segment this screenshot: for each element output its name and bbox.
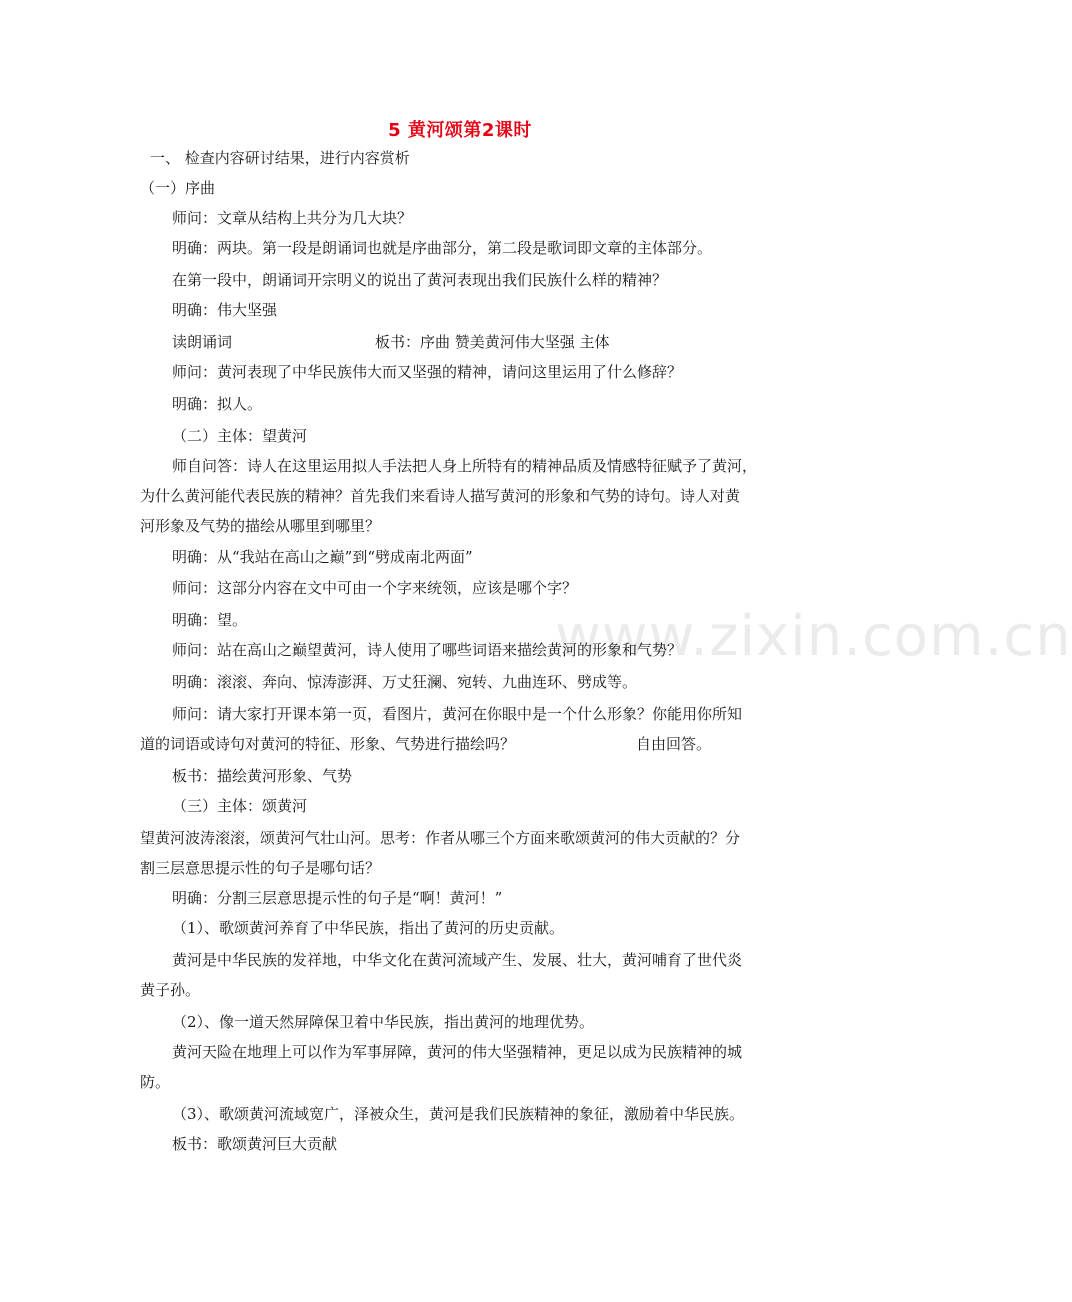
paragraph-line: 明确：两块。第一段是朗诵词也就是序曲部分，第二段是歌词即文章的主体部分。: [172, 239, 713, 257]
paragraph-line: 明确：滚滚、奔向、惊涛澎湃、万丈狂澜、宛转、九曲连环、劈成等。: [172, 673, 638, 691]
list-item: （2）、像一道天然屏障保卫着中华民族，指出黄河的地理优势。: [172, 1013, 595, 1031]
paragraph-line: 师问：请大家打开课本第一页，看图片，黄河在你眼中是一个什么形象？你能用你所知: [172, 705, 743, 723]
paragraph-line: 师自问答：诗人在这里运用拟人手法把人身上所特有的精神品质及情感特征赋予了黄河，: [172, 457, 758, 475]
paragraph-line: 明确：伟大坚强: [172, 301, 278, 319]
blackboard-note: 板书：序曲 赞美黄河伟大坚强 主体: [375, 333, 610, 351]
paragraph-line: 明确：从“我站在高山之巅”到“劈成南北两面”: [172, 548, 473, 566]
subsection-heading: （二）主体：望黄河: [172, 427, 308, 445]
paragraph-line: 师问：站在高山之巅望黄河，诗人使用了哪些词语来描绘黄河的形象和气势？: [172, 641, 683, 659]
paragraph-line: 割三层意思提示性的句子是哪句话？: [140, 859, 381, 877]
paragraph-line: 读朗诵词: [172, 333, 233, 351]
paragraph-line: 师问：文章从结构上共分为几大块？: [172, 209, 413, 227]
paragraph-line: 师问：这部分内容在文中可由一个字来统领，应该是哪个字？: [172, 579, 578, 597]
list-item: （3）、歌颂黄河流域宽广，泽被众生，黄河是我们民族精神的象征，激励着中华民族。: [172, 1105, 745, 1123]
page-title: 5 黄河颂第2课时: [388, 120, 532, 141]
paragraph-line: 河形象及气势的描绘从哪里到哪里？: [140, 517, 381, 535]
paragraph-line: 为什么黄河能代表民族的精神？首先我们来看诗人描写黄河的形象和气势的诗句。诗人对黄: [140, 487, 741, 505]
paragraph-line: 在第一段中，朗诵词开宗明义的说出了黄河表现出我们民族什么样的精神？: [172, 271, 668, 289]
paragraph-line: 师问：黄河表现了中华民族伟大而又坚强的精神，请问这里运用了什么修辞？: [172, 363, 683, 381]
watermark: www.zixin.com.cn: [555, 604, 1072, 669]
paragraph-line: 道的词语或诗句对黄河的特征、形象、气势进行描绘吗？: [140, 735, 516, 753]
subsection-heading: （一）序曲: [140, 179, 216, 197]
blackboard-note: 板书：描绘黄河形象、气势: [172, 767, 353, 785]
paragraph-line: 望黄河波涛滚滚，颂黄河气壮山河。思考：作者从哪三个方面来歌颂黄河的伟大贡献的？分: [140, 829, 741, 847]
paragraph-line: 黄河天险在地理上可以作为军事屏障，黄河的伟大坚强精神，更足以成为民族精神的城: [172, 1043, 743, 1061]
paragraph-line: 黄河是中华民族的发祥地，中华文化在黄河流域产生、发展、壮大，黄河哺育了世代炎: [172, 951, 743, 969]
paragraph-line: 防。: [140, 1073, 171, 1091]
paragraph-line: 黄子孙。: [140, 981, 201, 999]
list-item: （1）、歌颂黄河养育了中华民族，指出了黄河的历史贡献。: [172, 919, 565, 937]
paragraph-line: 自由回答。: [636, 735, 712, 753]
paragraph-line: 明确：望。: [172, 611, 248, 629]
section-heading: 一、 检查内容研讨结果，进行内容赏析: [150, 149, 410, 167]
subsection-heading: （三）主体：颂黄河: [172, 797, 308, 815]
paragraph-line: 明确：分割三层意思提示性的句子是“啊！黄河！”: [172, 889, 503, 907]
blackboard-note: 板书：歌颂黄河巨大贡献: [172, 1135, 338, 1153]
paragraph-line: 明确：拟人。: [172, 395, 263, 413]
